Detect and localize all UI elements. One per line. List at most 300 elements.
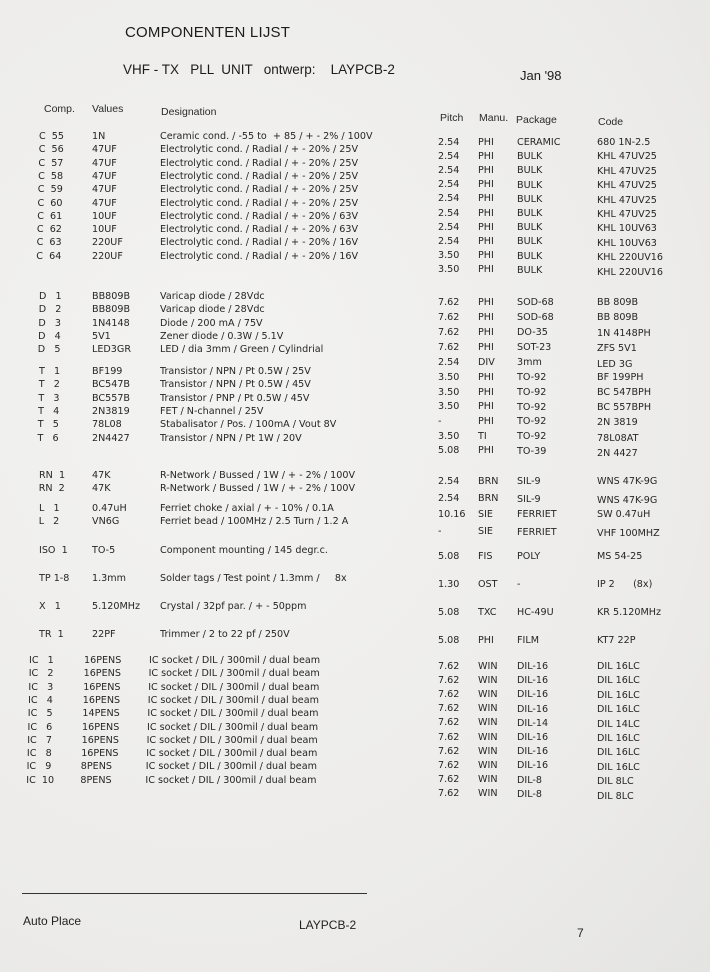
cell-manu: PHI xyxy=(478,401,494,413)
cell-code: KHL 10UV63 xyxy=(597,223,657,235)
cell-package: TO-92 xyxy=(517,372,547,383)
cell-manu: WIN xyxy=(478,759,498,771)
cell-package: DIL-14 xyxy=(517,717,549,729)
cell-value: 47UF xyxy=(92,197,117,209)
cell-code: KHL 10UV63 xyxy=(597,237,657,249)
cell-ref: C 55 xyxy=(39,131,65,142)
cell-value: 2N4427 xyxy=(92,432,130,444)
cell-designation: IC socket / DIL / 300mil / dual beam xyxy=(146,734,318,746)
cell-manu: PHI xyxy=(478,326,494,338)
cell-ref: X 1 xyxy=(39,601,61,612)
cell-code: BC 547BPH xyxy=(597,387,652,399)
cell-manu: WIN xyxy=(478,787,498,799)
table-row xyxy=(0,629,710,646)
cell-designation: Electrolytic cond. / Radial / + - 20% / 63V xyxy=(160,210,359,222)
cell-ref: D 5 xyxy=(37,344,61,356)
page-title: COMPONENTEN LIJST xyxy=(125,24,291,41)
cell-pitch: 2.54 xyxy=(438,137,460,148)
cell-ref: IC 8 xyxy=(26,748,52,760)
cell-package: BULK xyxy=(517,208,543,219)
cell-value: 47UF xyxy=(92,144,117,156)
cell-code: 1N 4148PH xyxy=(597,327,651,339)
cell-manu: PHI xyxy=(478,341,494,353)
cell-package: SOT-23 xyxy=(517,342,552,354)
cell-designation: Trimmer / 2 to 22 pf / 250V xyxy=(160,629,290,640)
cell-ref: IC 7 xyxy=(27,734,52,746)
cell-code: KHL 47UV25 xyxy=(597,180,657,192)
table-row xyxy=(0,291,710,308)
cell-value: BC557B xyxy=(92,392,131,404)
cell-pitch: 7.62 xyxy=(438,675,460,687)
cell-pitch: 7.62 xyxy=(438,297,460,308)
cell-package: TO-92 xyxy=(517,401,547,413)
cell-value: 16PENS xyxy=(84,655,122,666)
cell-code: WNS 47K-9G xyxy=(597,494,658,506)
cell-designation: Solder tags / Test point / 1.3mm / 8x xyxy=(160,573,347,584)
cell-designation: Transistor / NPN / Pt 1W / 20V xyxy=(160,432,302,444)
cell-pitch: 2.54 xyxy=(438,165,460,177)
cell-pitch: 3.50 xyxy=(438,430,460,442)
cell-value: 8PENS xyxy=(80,774,112,786)
cell-designation: Stabalisator / Pos. / 100mA / Vout 8V xyxy=(160,419,337,431)
cell-package: BULK xyxy=(517,264,543,276)
cell-value: 220UF xyxy=(92,237,123,249)
cell-value: 47K xyxy=(92,470,111,481)
cell-designation: Ceramic cond. / -55 to + 85 / + - 2% / 100V xyxy=(160,131,373,142)
cell-code: KR 5.120MHz xyxy=(597,607,661,618)
cell-code: DIL 16LC xyxy=(597,689,640,701)
cell-package: 3mm xyxy=(517,357,542,369)
cell-designation: Diode / 200 mA / 75V xyxy=(160,317,263,329)
cell-ref: C 57 xyxy=(38,157,64,169)
table-row xyxy=(0,655,710,672)
cell-designation: Electrolytic cond. / Radial / + - 20% / 25V xyxy=(160,157,359,169)
cell-package: DIL-8 xyxy=(517,774,542,786)
cell-designation: IC socket / DIL / 300mil / dual beam xyxy=(147,694,319,706)
cell-ref: TR 1 xyxy=(39,629,64,640)
cell-value: 5V1 xyxy=(92,330,111,342)
cell-package: BULK xyxy=(517,250,543,262)
cell-manu: WIN xyxy=(478,675,498,687)
cell-ref: ISO 1 xyxy=(39,545,68,556)
cell-manu: PHI xyxy=(478,372,494,383)
cell-pitch: 7.62 xyxy=(438,787,460,799)
cell-manu: PHI xyxy=(478,151,494,163)
cell-ref: IC 5 xyxy=(27,708,53,720)
cell-manu: PHI xyxy=(478,297,494,308)
cell-package: DIL-16 xyxy=(517,661,549,672)
cell-ref: TP 1-8 xyxy=(39,573,70,584)
cell-designation: IC socket / DIL / 300mil / dual beam xyxy=(145,761,317,773)
cell-code: MS 54-25 xyxy=(597,551,643,562)
cell-manu: PHI xyxy=(478,311,494,323)
cell-value: 47UF xyxy=(92,170,117,182)
cell-code: DIL 16LC xyxy=(597,675,640,687)
cell-value: 16PENS xyxy=(82,694,121,706)
table-row xyxy=(0,131,710,148)
table-row xyxy=(0,250,710,278)
cell-package: CERAMIC xyxy=(517,137,561,148)
cell-pitch: 10.16 xyxy=(438,509,466,520)
cell-pitch: 2.54 xyxy=(438,151,460,163)
cell-ref: RN 1 xyxy=(39,470,66,481)
cell-package: - xyxy=(517,579,521,590)
cell-ref: D 4 xyxy=(38,330,61,342)
cell-value: VN6G xyxy=(92,516,120,528)
table-row xyxy=(0,573,710,590)
cell-manu: OST xyxy=(478,579,498,590)
cell-ref: IC 9 xyxy=(26,761,52,773)
cell-ref: D 3 xyxy=(38,317,62,329)
cell-value: 47UF xyxy=(92,157,117,169)
cell-ref: T 2 xyxy=(38,379,60,391)
cell-manu: PHI xyxy=(478,445,494,457)
cell-value: BC547B xyxy=(92,379,131,391)
cell-ref: C 60 xyxy=(37,197,63,209)
cell-package: BULK xyxy=(517,236,543,248)
cell-value: 10UF xyxy=(92,210,117,222)
cell-code: DIL 16LC xyxy=(597,733,640,744)
table-row xyxy=(0,341,710,370)
table-row xyxy=(0,470,710,487)
cell-designation: Electrolytic cond. / Radial / + - 20% / 25V xyxy=(160,144,359,156)
cell-code: DIL 8LC xyxy=(597,790,634,802)
cell-value: LED3GR xyxy=(92,344,131,356)
table-row xyxy=(0,503,710,520)
cell-ref: C 62 xyxy=(36,224,62,236)
table-row xyxy=(0,366,710,383)
cell-pitch: 7.62 xyxy=(438,661,460,672)
cell-manu: SIE xyxy=(478,509,493,520)
cell-designation: Component mounting / 145 degr.c. xyxy=(160,545,328,556)
cell-package: DIL-16 xyxy=(517,760,549,772)
cell-designation: LED / dia 3mm / Green / Cylindrial xyxy=(160,344,324,356)
cell-pitch: 7.62 xyxy=(438,745,460,757)
cell-designation: Electrolytic cond. / Radial / + - 20% / 16V xyxy=(160,250,359,262)
cell-ref: IC 10 xyxy=(26,774,55,786)
cell-manu: BRN xyxy=(478,476,499,487)
cell-ref: IC 3 xyxy=(28,681,54,693)
cell-manu: FIS xyxy=(478,551,493,562)
table-row xyxy=(0,774,710,802)
cell-package: SOD-68 xyxy=(517,297,554,308)
cell-manu: WIN xyxy=(478,731,498,743)
cell-package: DIL-16 xyxy=(517,703,549,715)
cell-package: DIL-16 xyxy=(517,746,549,758)
page-number: 7 xyxy=(577,926,584,940)
cell-ref: C 61 xyxy=(37,210,63,222)
cell-value: 2N3819 xyxy=(92,405,130,417)
column-header-manu: Manu. xyxy=(479,112,509,124)
cell-designation: Transistor / PNP / Pt 0.5W / 45V xyxy=(160,392,310,404)
cell-value: 14PENS xyxy=(82,708,120,720)
cell-code: KHL 47UV25 xyxy=(597,209,657,220)
table-row xyxy=(0,516,710,539)
cell-package: SIL-9 xyxy=(517,476,541,487)
cell-ref: T 6 xyxy=(37,432,59,444)
cell-package: POLY xyxy=(517,551,541,562)
footer-left: Auto Place xyxy=(23,914,82,928)
cell-designation: Electrolytic cond. / Radial / + - 20% / 16V xyxy=(160,237,359,249)
page-subtitle: VHF - TX PLL UNIT ontwerp: LAYPCB-2 xyxy=(123,62,395,77)
cell-code: KT7 22P xyxy=(597,635,636,646)
cell-pitch: 3.50 xyxy=(438,372,460,383)
cell-pitch: 2.54 xyxy=(438,179,460,191)
cell-code: KHL 220UV16 xyxy=(597,252,664,264)
cell-package: DIL-16 xyxy=(517,675,549,687)
cell-code: 78L08AT xyxy=(597,432,639,444)
cell-ref: L 2 xyxy=(38,516,60,528)
cell-package: DIL-8 xyxy=(517,788,542,800)
cell-designation: Electrolytic cond. / Radial / + - 20% / 25V xyxy=(160,184,359,196)
cell-manu: PHI xyxy=(478,249,494,261)
cell-package: BULK xyxy=(517,222,543,234)
cell-designation: FET / N-channel / 25V xyxy=(160,405,264,417)
cell-manu: PHI xyxy=(478,193,494,205)
cell-value: 47K xyxy=(92,483,111,495)
cell-pitch: 7.62 xyxy=(438,731,460,743)
column-header-pitch: Pitch xyxy=(440,112,464,124)
cell-designation: Transistor / NPN / Pt 0.5W / 45V xyxy=(160,379,311,391)
cell-pitch: 2.54 xyxy=(438,207,460,219)
cell-value: 1N xyxy=(92,131,106,142)
cell-package: SOD-68 xyxy=(517,312,554,324)
cell-value: 8PENS xyxy=(80,761,113,773)
cell-code: DIL 16LC xyxy=(597,661,640,672)
cell-code: WNS 47K-9G xyxy=(597,476,658,487)
cell-ref: T 4 xyxy=(38,405,60,417)
cell-designation: Varicap diode / 28Vdc xyxy=(160,304,265,316)
cell-ref: C 58 xyxy=(38,170,64,182)
cell-value: 0.47uH xyxy=(92,503,127,514)
cell-ref: D 2 xyxy=(38,304,62,316)
cell-ref: T 1 xyxy=(39,366,61,377)
table-row xyxy=(0,545,710,562)
column-header-comp: Comp. xyxy=(44,103,75,115)
column-header-code: Code xyxy=(598,116,624,128)
cell-manu: BRN xyxy=(478,493,499,505)
cell-code: VHF 100MHZ xyxy=(597,527,660,539)
cell-code: SW 0.47uH xyxy=(597,509,651,520)
cell-package: BULK xyxy=(517,151,543,163)
cell-designation: IC socket / DIL / 300mil / dual beam xyxy=(145,774,317,786)
cell-designation: IC socket / DIL / 300mil / dual beam xyxy=(147,708,319,720)
cell-code: 680 1N-2.5 xyxy=(597,137,651,148)
cell-ref: IC 4 xyxy=(28,694,53,706)
cell-manu: PHI xyxy=(478,415,494,427)
cell-value: BB809B xyxy=(92,291,131,302)
cell-package: DO-35 xyxy=(517,327,548,339)
cell-manu: PHI xyxy=(478,386,494,398)
cell-code: 2N 4427 xyxy=(597,447,638,459)
cell-package: FILM xyxy=(517,635,539,646)
cell-package: BULK xyxy=(517,193,543,205)
column-header-designation: Designation xyxy=(161,106,217,118)
cell-code: BC 557BPH xyxy=(597,402,652,414)
cell-code: IP 2 (8x) xyxy=(597,579,653,590)
cell-manu: DIV xyxy=(478,356,495,368)
cell-code: 2N 3819 xyxy=(597,417,638,429)
cell-pitch: 5.08 xyxy=(438,607,460,618)
cell-designation: Varicap diode / 28Vdc xyxy=(160,291,265,302)
cell-designation: IC socket / DIL / 300mil / dual beam xyxy=(147,721,319,733)
cell-code: KHL 47UV25 xyxy=(597,151,657,163)
cell-manu: WIN xyxy=(478,661,498,672)
cell-designation: Transistor / NPN / Pt 0.5W / 25V xyxy=(160,366,311,377)
cell-pitch: 2.54 xyxy=(438,476,460,487)
cell-pitch: 1.30 xyxy=(438,579,460,590)
cell-manu: PHI xyxy=(478,635,494,646)
cell-designation: IC socket / DIL / 300mil / dual beam xyxy=(148,681,320,693)
cell-package: HC-49U xyxy=(517,607,554,618)
cell-designation: Crystal / 32pf par. / + - 50ppm xyxy=(160,601,307,612)
cell-package: SIL-9 xyxy=(517,493,541,505)
cell-designation: Ferriet choke / axial / + - 10% / 0.1A xyxy=(160,503,334,514)
cell-ref: IC 2 xyxy=(28,668,54,680)
cell-pitch: 2.54 xyxy=(438,493,460,505)
cell-pitch: 7.62 xyxy=(438,326,460,338)
cell-value: 16PENS xyxy=(81,748,119,760)
cell-designation: IC socket / DIL / 300mil / dual beam xyxy=(146,748,318,760)
cell-code: KHL 47UV25 xyxy=(597,194,657,206)
cell-ref: C 56 xyxy=(38,144,64,156)
cell-manu: SIE xyxy=(478,526,493,538)
cell-code: KHL 47UV25 xyxy=(597,165,657,177)
cell-manu: WIN xyxy=(478,703,498,715)
table-row xyxy=(0,430,710,459)
cell-package: TO-92 xyxy=(517,386,547,398)
cell-package: TO-92 xyxy=(517,431,547,443)
cell-designation: Electrolytic cond. / Radial / + - 20% / 63V xyxy=(160,224,359,236)
cell-value: TO-5 xyxy=(92,545,116,556)
cell-manu: TXC xyxy=(478,607,497,618)
cell-pitch: 5.08 xyxy=(438,551,460,562)
cell-value: 1.3mm xyxy=(92,573,126,584)
cell-ref: C 63 xyxy=(36,237,62,249)
cell-manu: PHI xyxy=(478,179,494,191)
cell-pitch: - xyxy=(438,415,442,427)
cell-value: 16PENS xyxy=(83,681,121,693)
cell-value: 1N4148 xyxy=(92,317,130,329)
cell-manu: PHI xyxy=(478,165,494,177)
cell-manu: PHI xyxy=(478,221,494,233)
cell-pitch: 7.62 xyxy=(438,689,460,701)
cell-manu: PHI xyxy=(478,235,494,247)
cell-value: BF199 xyxy=(92,366,123,377)
cell-designation: Electrolytic cond. / Radial / + - 20% / 25V xyxy=(160,197,359,209)
cell-value: 10UF xyxy=(92,224,117,236)
cell-ref: RN 2 xyxy=(38,483,65,495)
cell-pitch: 3.50 xyxy=(438,386,460,398)
cell-manu: WIN xyxy=(478,773,498,785)
cell-pitch: 7.62 xyxy=(438,341,460,353)
cell-ref: IC 6 xyxy=(27,721,53,733)
cell-manu: WIN xyxy=(478,745,498,757)
cell-manu: WIN xyxy=(478,689,498,701)
cell-pitch: 3.50 xyxy=(438,401,460,413)
cell-package: BULK xyxy=(517,179,543,191)
page-date: Jan '98 xyxy=(520,68,562,83)
footer-rule xyxy=(22,893,367,894)
cell-code: DIL 14LC xyxy=(597,718,640,730)
cell-pitch: - xyxy=(438,526,442,538)
cell-ref: D 1 xyxy=(39,291,62,302)
cell-code: ZFS 5V1 xyxy=(597,343,637,355)
table-row xyxy=(0,601,710,618)
cell-package: TO-92 xyxy=(517,416,547,428)
cell-code: BB 809B xyxy=(597,297,639,308)
cell-value: 16PENS xyxy=(83,668,121,680)
cell-package: BULK xyxy=(517,165,543,177)
cell-designation: Zener diode / 0.3W / 5.1V xyxy=(160,330,284,342)
cell-code: DIL 16LC xyxy=(597,761,640,773)
cell-manu: PHI xyxy=(478,263,494,275)
cell-ref: C 59 xyxy=(37,184,63,196)
cell-code: LED 3G xyxy=(597,358,633,370)
cell-code: BB 809B xyxy=(597,312,639,324)
cell-ref: T 3 xyxy=(38,392,60,404)
cell-pitch: 7.62 xyxy=(438,717,460,729)
cell-pitch: 5.08 xyxy=(438,635,460,646)
cell-value: 16PENS xyxy=(81,734,119,746)
cell-manu: TI xyxy=(478,430,487,442)
cell-package: DIL-16 xyxy=(517,732,549,743)
footer-center: LAYPCB-2 xyxy=(299,918,357,932)
cell-manu: PHI xyxy=(478,207,494,219)
cell-code: DIL 16LC xyxy=(597,704,640,716)
cell-value: 78L08 xyxy=(92,419,122,431)
cell-package: DIL-16 xyxy=(517,689,549,701)
cell-value: 16PENS xyxy=(82,721,120,733)
cell-pitch: 7.62 xyxy=(438,759,460,771)
table-row xyxy=(0,483,710,506)
cell-code: KHL 220UV16 xyxy=(597,266,664,278)
cell-value: 220UF xyxy=(92,250,123,262)
cell-pitch: 2.54 xyxy=(438,221,460,233)
cell-package: FERRIET xyxy=(517,526,557,538)
cell-pitch: 3.50 xyxy=(438,263,460,275)
cell-pitch: 2.54 xyxy=(438,235,460,247)
cell-designation: Electrolytic cond. / Radial / + - 20% / 25V xyxy=(160,170,359,182)
column-header-package: Package xyxy=(516,114,557,126)
cell-package: FERRIET xyxy=(517,509,557,520)
cell-ref: T 5 xyxy=(37,419,59,431)
cell-pitch: 2.54 xyxy=(438,193,460,205)
cell-code: DIL 16LC xyxy=(597,747,640,759)
cell-designation: Ferriet bead / 100MHz / 2.5 Turn / 1.2 A xyxy=(160,516,349,528)
column-header-values: Values xyxy=(92,103,124,115)
cell-value: 5.120MHz xyxy=(92,601,140,612)
cell-value: 22PF xyxy=(92,629,116,640)
cell-designation: R-Network / Bussed / 1W / + - 2% / 100V xyxy=(160,483,356,495)
cell-code: BF 199PH xyxy=(597,372,644,383)
cell-pitch: 2.54 xyxy=(438,356,460,368)
cell-manu: PHI xyxy=(478,137,494,148)
cell-pitch: 5.08 xyxy=(438,445,460,457)
cell-value: 47UF xyxy=(92,184,117,196)
cell-pitch: 7.62 xyxy=(438,703,460,715)
cell-pitch: 7.62 xyxy=(438,773,460,785)
cell-designation: IC socket / DIL / 300mil / dual beam xyxy=(148,668,320,680)
cell-pitch: 7.62 xyxy=(438,311,460,323)
cell-code: DIL 8LC xyxy=(597,776,634,788)
cell-ref: IC 1 xyxy=(29,655,54,666)
cell-designation: R-Network / Bussed / 1W / + - 2% / 100V xyxy=(160,470,356,481)
cell-package: TO-39 xyxy=(517,446,547,457)
cell-manu: WIN xyxy=(478,717,498,729)
cell-ref: C 64 xyxy=(36,250,62,262)
cell-designation: IC socket / DIL / 300mil / dual beam xyxy=(149,655,321,666)
